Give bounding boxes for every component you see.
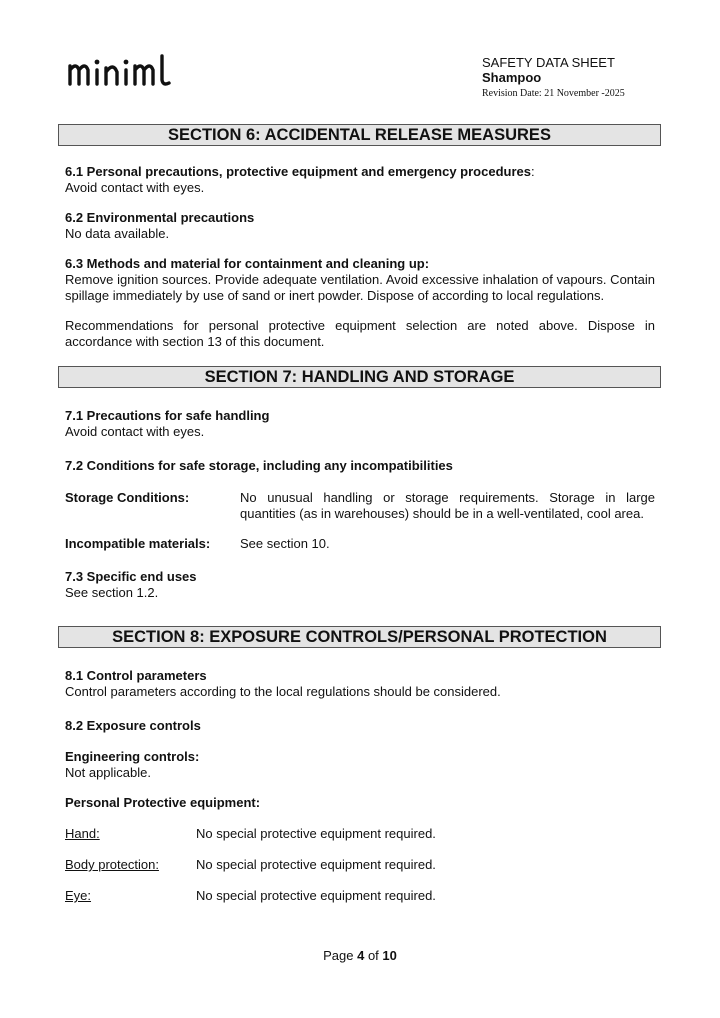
s63-heading: 6.3 Methods and material for containment and cleaning up: xyxy=(65,256,430,271)
ppe-value-hand: No special protective equipment required. xyxy=(196,826,436,841)
section-8-title: SECTION 8: EXPOSURE CONTROLS/PERSONAL PROTECTION xyxy=(58,626,661,648)
s61-colon: : xyxy=(530,164,535,179)
section-6-1 xyxy=(65,164,655,196)
s82-heading: 8.2 Exposure controls xyxy=(65,718,201,733)
eng-text: Not applicable. xyxy=(65,765,151,780)
s61-heading: 6.1 Personal precautions, protective equipment and emergency procedures xyxy=(65,164,531,179)
page-word: Page xyxy=(323,948,354,963)
page-footer xyxy=(0,948,720,964)
eng-heading: Engineering controls: xyxy=(65,749,200,764)
ppe-label-hand: Hand: xyxy=(65,826,100,841)
s73-text: See section 1.2. xyxy=(65,585,159,600)
section-6-title: SECTION 6: ACCIDENTAL RELEASE MEASURES xyxy=(58,124,661,146)
s73-heading: 7.3 Specific end uses xyxy=(65,569,197,584)
product-name: Shampoo xyxy=(482,70,542,85)
s72-heading: 7.2 Conditions for safe storage, including any incompatibilities xyxy=(65,458,453,473)
s62-text: No data available. xyxy=(65,226,170,241)
ppe-value-eye: No special protective equipment required. xyxy=(196,888,436,903)
section-7-title: SECTION 7: HANDLING AND STORAGE xyxy=(58,366,661,388)
s61-text: Avoid contact with eyes. xyxy=(65,180,205,195)
section-7-2 xyxy=(65,458,655,474)
section-8-2 xyxy=(65,718,655,734)
s62-heading: 6.2 Environmental precautions xyxy=(65,210,255,225)
document-header xyxy=(482,55,682,100)
doc-type: SAFETY DATA SHEET xyxy=(482,55,615,70)
ppe-heading-text: Personal Protective equipment: xyxy=(65,795,261,810)
ppe-label-eye: Eye: xyxy=(65,888,92,903)
s81-heading: 8.1 Control parameters xyxy=(65,668,207,683)
s81-text: Control parameters according to the local regulations should be considered. xyxy=(65,684,501,699)
revision-date: Revision Date: 21 November -2025 xyxy=(482,88,625,99)
s71-heading: 7.1 Precautions for safe handling xyxy=(65,408,270,423)
page-current: 4 xyxy=(357,948,365,963)
storage-label: Storage Conditions: xyxy=(65,490,190,505)
miniml-logo-mark xyxy=(66,50,176,96)
ppe-label-body: Body protection: xyxy=(65,857,159,872)
page-total: 10 xyxy=(382,948,397,963)
engineering-controls xyxy=(65,749,655,781)
s71-text: Avoid contact with eyes. xyxy=(65,424,205,439)
ppe-heading xyxy=(65,795,655,811)
section-8-1 xyxy=(65,668,655,700)
section-7-1 xyxy=(65,408,655,440)
incompat-label: Incompatible materials: xyxy=(65,536,211,551)
incompat-value: See section 10. xyxy=(240,536,330,551)
section-7-3 xyxy=(65,569,655,601)
section-6-3 xyxy=(65,256,655,304)
s6-recommendations: Recommendations for personal protective equipment selection are noted above. Dispose in accordance with section 13 of this document. xyxy=(65,318,655,349)
section-6-2 xyxy=(65,210,655,242)
s63-text: Remove ignition sources. Provide adequate ventilation. Avoid excessive inhalation of vapours. Contain spillage immediately by use of sand or inert powder. Dispose of according to local regulations. xyxy=(65,272,655,303)
ppe-value-body: No special protective equipment required. xyxy=(196,857,436,872)
storage-value: No unusual handling or storage requirements. Storage in large quantities (as in warehouses) should be in a well-ventilated, cool area. xyxy=(240,490,655,521)
brand-logo xyxy=(66,50,176,96)
page-of: of xyxy=(367,948,379,963)
